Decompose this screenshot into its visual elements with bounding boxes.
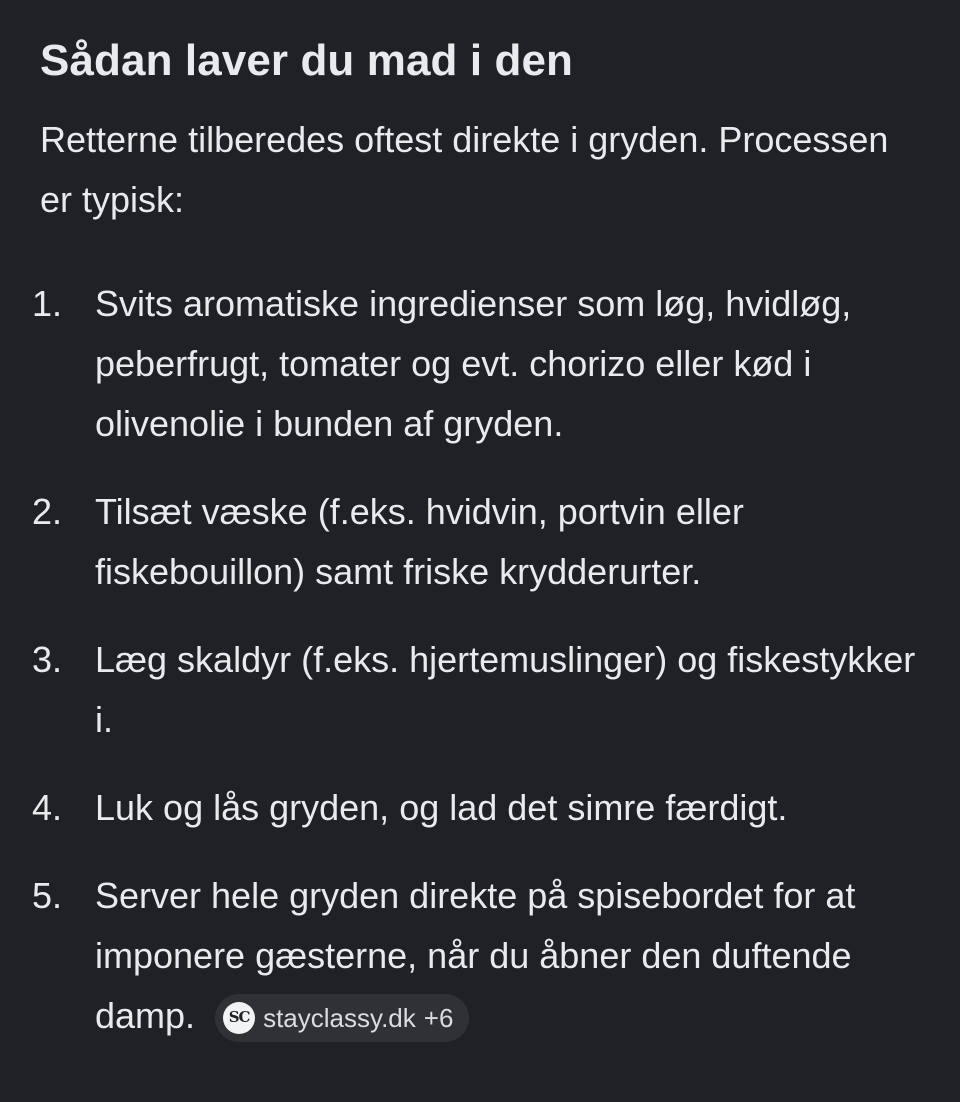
source-count: +6 xyxy=(423,1002,454,1033)
step-text: Tilsæt væske (f.eks. hvidvin, portvin eller fiskebouillon) samt friske krydderurter. xyxy=(95,491,744,592)
step-text: Svits aromatiske ingredienser som løg, hvidløg, peberfrugt, tomater og evt. chorizo eller kød i olivenolie i bunden af gryden. xyxy=(95,283,852,444)
step-number: 3. xyxy=(32,639,63,680)
source-domain: stayclassy.dk xyxy=(263,1002,416,1033)
step-number: 5. xyxy=(32,875,63,916)
step-number: 1. xyxy=(32,283,63,324)
list-item xyxy=(32,778,920,838)
step-number: 2. xyxy=(32,491,63,532)
step-text: Server hele gryden direkte på spisebordet for at imponere gæsterne, når du åbner den duftende damp. xyxy=(95,875,856,1036)
stayclassy-favicon-icon: SC xyxy=(223,1002,255,1034)
list-item xyxy=(32,866,920,1046)
step-number: 4. xyxy=(32,787,63,828)
source-chip[interactable] xyxy=(215,994,469,1042)
intro-text: Retterne tilberedes oftest direkte i gryden. Processen er typisk: xyxy=(40,119,889,220)
step-text: Luk og lås gryden, og lad det simre færdigt. xyxy=(95,787,788,828)
list-item xyxy=(32,274,920,454)
list-item xyxy=(32,482,920,602)
list-item xyxy=(32,630,920,750)
step-text: Læg skaldyr (f.eks. hjertemuslinger) og fiskestykker i. xyxy=(95,639,916,740)
section-title: Sådan laver du mad i den xyxy=(40,36,573,85)
cooking-steps-list xyxy=(32,274,920,1046)
